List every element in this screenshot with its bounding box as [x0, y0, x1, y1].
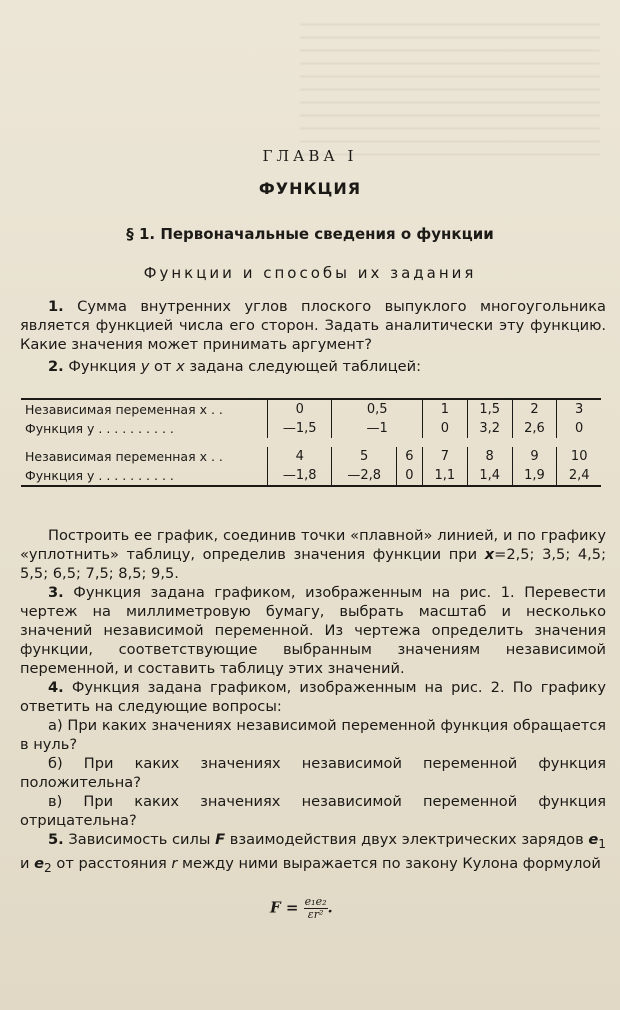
table-cell: 2: [512, 399, 557, 419]
table-cell: —1: [332, 419, 423, 438]
problem-1: [20, 297, 606, 354]
problem-number: 4.: [48, 679, 64, 696]
subquestion-c: в) При каких значениях независимой переменной функция отрицательна?: [20, 793, 606, 829]
table-cell: 8: [467, 447, 512, 466]
table-cell: 2,6: [512, 419, 557, 438]
table-cell: 1,4: [467, 466, 512, 486]
problem-text: Сумма внутренних углов плоского выпуклого многоугольника является функцией числа его сторон. Задать аналитически эту функцию. Какие значения может принимать аргумент?: [20, 298, 607, 353]
subquestion-a: а) При каких значениях независимой переменной функция обращается в нуль?: [20, 717, 606, 753]
row-label-x: Независимая переменная x . .: [21, 399, 268, 419]
problem-text: Построить ее график, соединив точки «плавной» линией, и по графику «уплотнить» таблицу, определив значения функции при: [20, 527, 606, 563]
table-cell: —2,8: [332, 466, 396, 486]
problem-number: 5.: [48, 831, 64, 848]
values-table: [21, 398, 601, 487]
problem-text: взаимодействия двух электрических зарядов: [225, 831, 589, 848]
problems-3-5: [20, 526, 606, 878]
table-cell: —1,5: [268, 419, 332, 438]
subquestion-b: б) При каких значениях независимой переменной функция положительна?: [20, 755, 606, 791]
formula-denominator: εr²: [307, 908, 324, 921]
table-cell: 1,1: [422, 466, 467, 486]
table-cell: 3: [557, 399, 601, 419]
problem-text: задана следующей таблицей:: [184, 358, 422, 375]
coulomb-formula: [270, 896, 333, 921]
subscript: 1: [598, 836, 607, 851]
table-cell: 2,4: [557, 466, 601, 486]
formula-fraction: [304, 896, 328, 921]
table-cell: 0,5: [332, 399, 423, 419]
table-cell: 10: [570, 449, 588, 464]
table-cell: 0: [268, 399, 332, 419]
var-x: x: [484, 546, 495, 563]
problem-text: Функция: [68, 358, 141, 375]
section-heading: § 1. Первоначальные сведения о функции: [126, 225, 494, 243]
problem-text: Зависимость силы: [68, 831, 216, 848]
problem-text: =2,5; 3,5; 4,5; 5,5; 6,5; 7,5; 8,5; 9,5.: [20, 546, 606, 582]
table-cell: 9: [512, 447, 557, 466]
table-cell: 1: [422, 399, 467, 419]
problem-text: между ними выражается по закону Кулона формулой: [177, 854, 601, 872]
var-F: F: [215, 831, 226, 848]
chapter-title: ФУНКЦИЯ: [258, 179, 362, 198]
formula-lhs: F: [270, 898, 281, 917]
problem-text: от расстояния: [51, 854, 172, 872]
table-cell: 5: [332, 447, 396, 466]
problem-number: 1.: [48, 298, 64, 315]
var-y: y: [140, 358, 150, 375]
formula-eq: =: [280, 898, 304, 917]
table-cell: 7: [422, 447, 467, 466]
table-cell: 3,2: [467, 419, 512, 438]
chapter-heading: ГЛАВА I: [262, 147, 358, 165]
problem-text: от: [149, 358, 177, 375]
subsection-heading: Функции и способы их задания: [143, 264, 477, 282]
var-e1: e: [588, 831, 599, 848]
row-label-y: Функция y . . . . . . . . . .: [21, 419, 268, 438]
table-cell: 0: [575, 421, 584, 436]
problem-number: 3.: [48, 584, 64, 601]
table-cell: 0: [396, 466, 422, 486]
row-label-y: Функция y . . . . . . . . . .: [21, 466, 268, 486]
formula-numerator: e₁e₂: [304, 895, 327, 908]
problem-text: Функция задана графиком, изображенным на рис. 1. Перевести чертеж на миллиметровую бумагу, выбрать масштаб и несколько значений независимой переменной. Из чертежа определить значения функции, соответствующие выбранным значениям независимой переменной, и составить таблицу этих значений.: [20, 584, 606, 677]
problem-text: и: [20, 854, 35, 872]
table-cell: 1,9: [512, 466, 557, 486]
problem-2: [20, 357, 606, 376]
bleed-through-text: [300, 12, 600, 162]
table-cell: —1,8: [268, 466, 332, 486]
formula-tail: .: [327, 898, 333, 917]
table-cell: 4: [268, 447, 332, 466]
subscript: 2: [44, 860, 52, 875]
row-label-x: Независимая переменная x . .: [21, 447, 268, 466]
table-cell: 0: [422, 419, 467, 438]
var-x: x: [176, 358, 185, 375]
table-cell: 1,5: [467, 399, 512, 419]
table-cell: 6: [396, 447, 422, 466]
problem-text: Функция задана графиком, изображенным на рис. 2. По графику ответить на следующие вопросы:: [20, 679, 606, 715]
var-e2: e: [34, 854, 45, 872]
var-r: r: [171, 854, 178, 872]
problem-number: 2.: [48, 358, 64, 375]
